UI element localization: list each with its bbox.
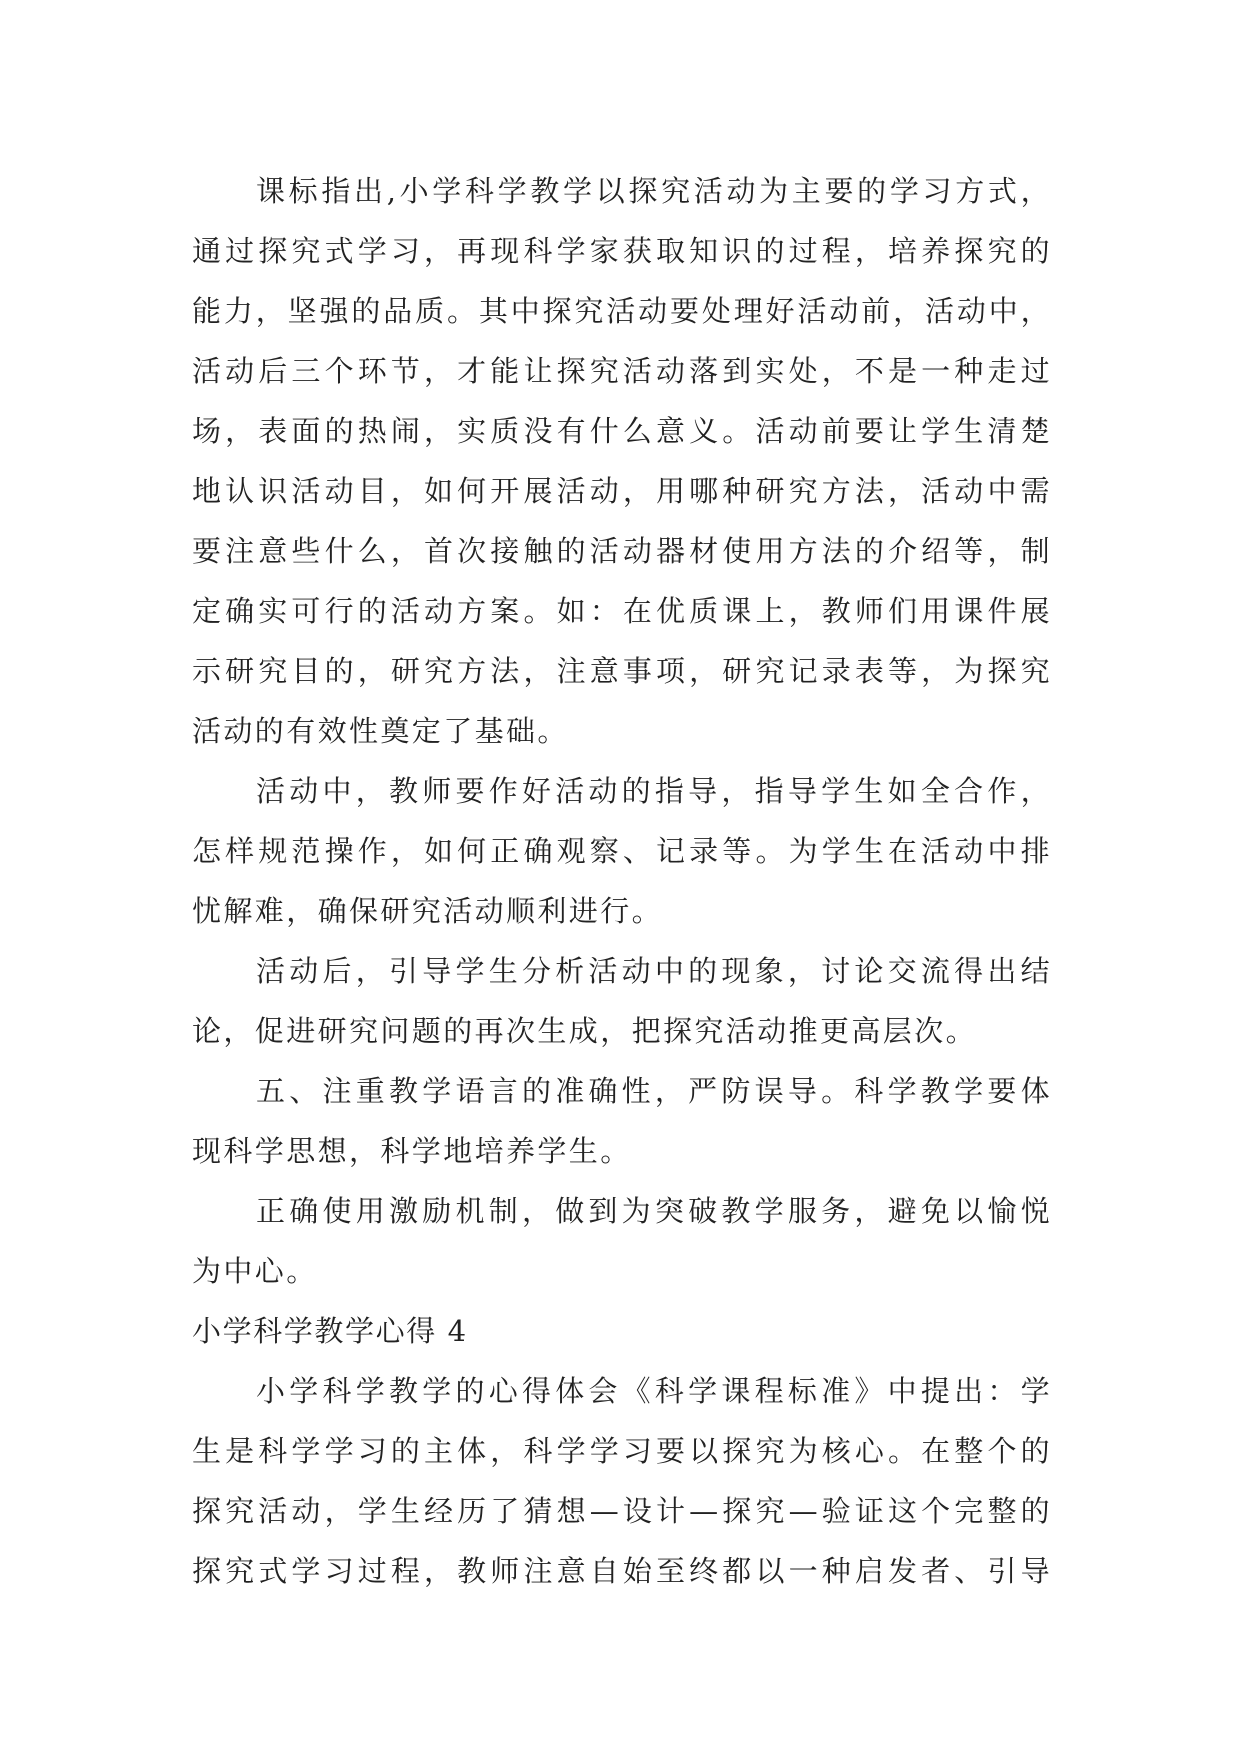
text-line: 地认识活动目，如何开展活动，用哪种研究方法，活动中需 <box>192 474 1052 508</box>
section-heading: 小学科学教学心得 4 <box>192 1314 468 1348</box>
paragraph <box>192 1361 1052 1601</box>
document-body <box>192 161 1052 1601</box>
paragraph <box>192 1181 1052 1301</box>
text-line: 活动中，教师要作好活动的指导，指导学生如全合作， <box>256 774 1052 808</box>
text-line: 要注意些什么，首次接触的活动器材使用方法的介绍等，制 <box>192 534 1052 568</box>
text-line: 示研究目的，研究方法，注意事项，研究记录表等，为探究 <box>192 654 1052 688</box>
text-line: 生是科学学习的主体，科学学习要以探究为核心。在整个的 <box>192 1434 1052 1468</box>
text-line: 活动后三个环节，才能让探究活动落到实处，不是一种走过 <box>192 354 1052 388</box>
text-line: 通过探究式学习，再现科学家获取知识的过程，培养探究的 <box>192 234 1052 268</box>
text-line: 为中心。 <box>192 1254 318 1288</box>
paragraph <box>192 161 1052 761</box>
text-line: 忧解难，确保研究活动顺利进行。 <box>192 894 664 928</box>
text-line: 活动后，引导学生分析活动中的现象，讨论交流得出结 <box>256 954 1052 988</box>
paragraph <box>192 941 1052 1061</box>
paragraph <box>192 761 1052 941</box>
text-line: 课标指出,小学科学教学以探究活动为主要的学习方式， <box>256 174 1052 208</box>
text-line: 能力，坚强的品质。其中探究活动要处理好活动前，活动中， <box>192 294 1052 328</box>
text-line: 探究活动，学生经历了猜想—设计—探究—验证这个完整的 <box>192 1494 1052 1528</box>
paragraph <box>192 1061 1052 1181</box>
text-line: 论，促进研究问题的再次生成，把探究活动推更高层次。 <box>192 1014 978 1048</box>
text-line: 探究式学习过程，教师注意自始至终都以一种启发者、引导 <box>192 1554 1052 1588</box>
text-line: 定确实可行的活动方案。如：在优质课上，教师们用课件展 <box>192 594 1052 628</box>
text-line: 小学科学教学的心得体会《科学课程标准》中提出：学 <box>256 1374 1052 1408</box>
text-line: 活动的有效性奠定了基础。 <box>192 714 569 748</box>
text-line: 怎样规范操作，如何正确观察、记录等。为学生在活动中排 <box>192 834 1052 868</box>
text-line: 正确使用激励机制，做到为突破教学服务，避免以愉悦 <box>256 1194 1052 1228</box>
text-line: 现科学思想，科学地培养学生。 <box>192 1134 632 1168</box>
text-line: 五、注重教学语言的准确性，严防误导。科学教学要体 <box>256 1074 1052 1108</box>
text-line: 场，表面的热闹，实质没有什么意义。活动前要让学生清楚 <box>192 414 1052 448</box>
